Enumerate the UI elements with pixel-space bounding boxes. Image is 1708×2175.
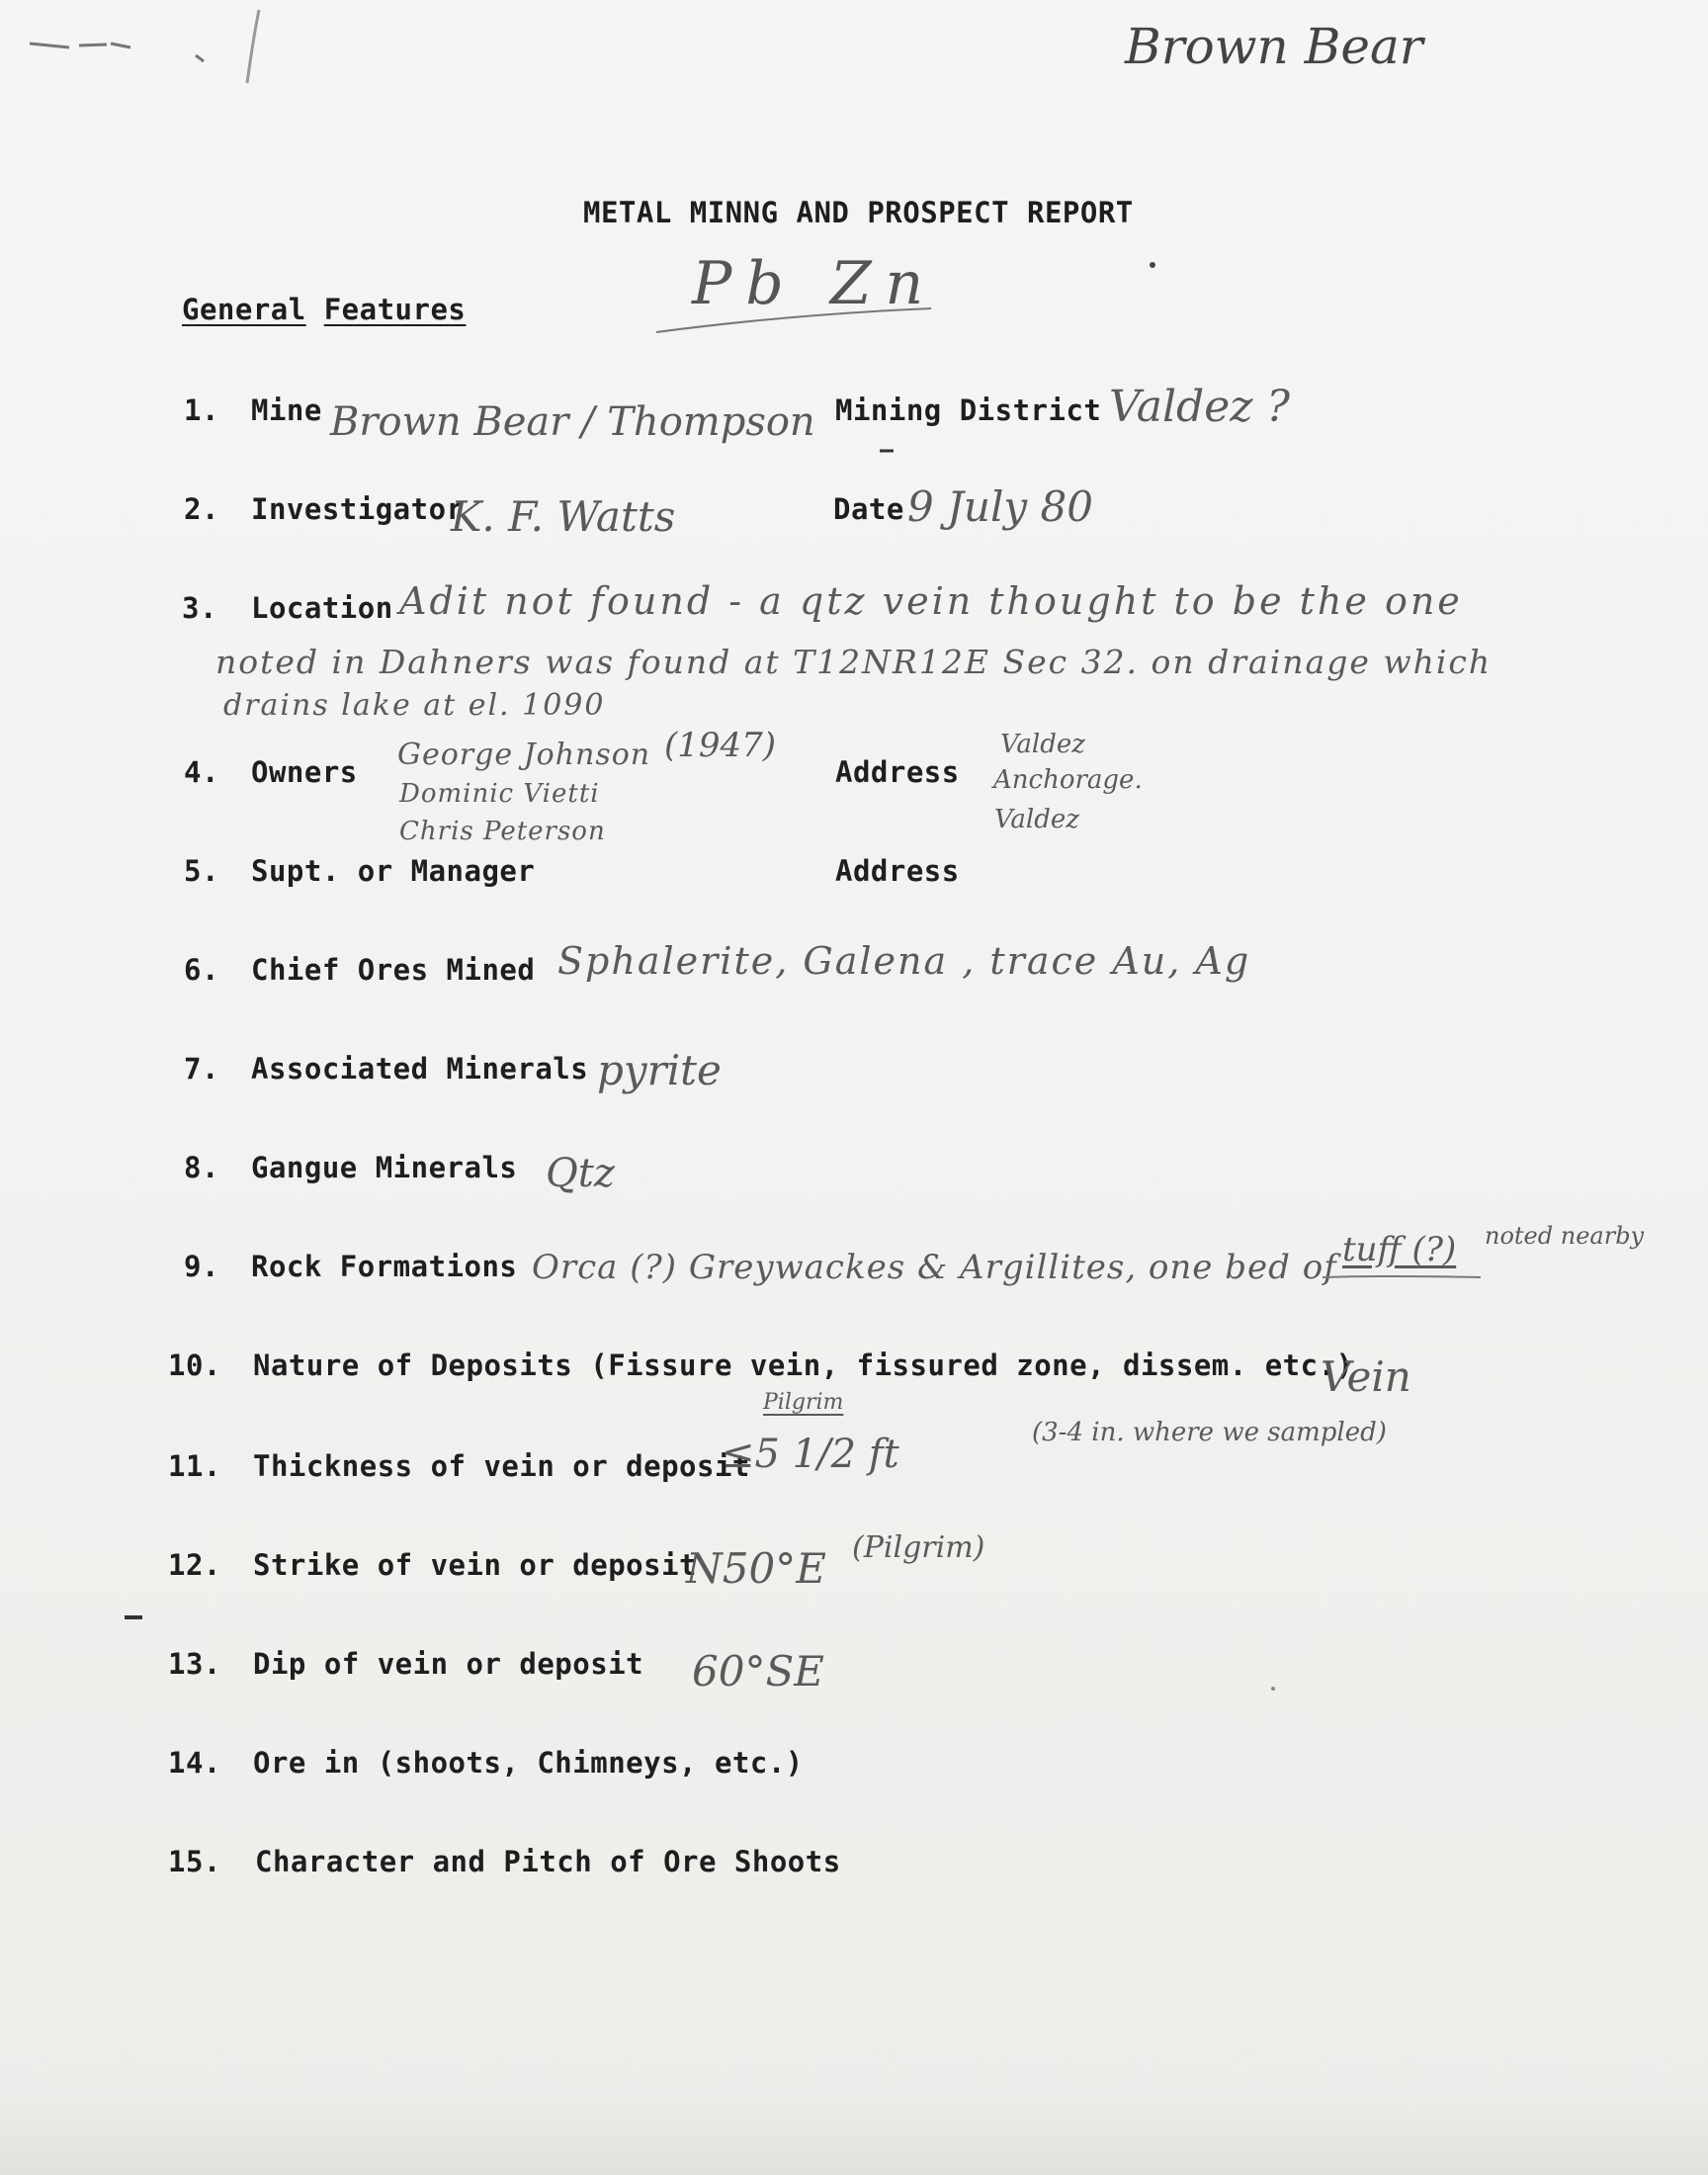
item-12-value: N50°E bbox=[686, 1544, 826, 1593]
item-2-value2: 9 July 80 bbox=[907, 482, 1093, 531]
item-8-label: Gangue Minerals bbox=[251, 1151, 518, 1184]
report-title: METAL MINNG AND PROSPECT REPORT bbox=[583, 196, 1134, 229]
item-1-value2: Valdez ? bbox=[1109, 382, 1291, 432]
item-6-number: 6. bbox=[184, 953, 219, 987]
item-10-label: Nature of Deposits (Fissure vein, fissured zone, dissem. etc.) bbox=[253, 1348, 1354, 1382]
item-14-label: Ore in (shoots, Chimneys, etc.) bbox=[253, 1746, 804, 1780]
section-heading-general: General bbox=[182, 293, 306, 326]
item-4-label: Owners bbox=[251, 755, 358, 789]
item-4-owner-1: George Johnson bbox=[397, 738, 651, 772]
item-7-value: pyrite bbox=[597, 1046, 722, 1094]
item-4-number: 4. bbox=[184, 755, 219, 789]
item-12-number: 12. bbox=[168, 1548, 221, 1582]
item-7-number: 7. bbox=[184, 1052, 219, 1086]
item-10-value: Vein bbox=[1321, 1352, 1411, 1401]
item-2-label2: Date bbox=[833, 492, 904, 526]
item-11-value: ≤5 1/2 ft bbox=[722, 1432, 899, 1477]
item-4-year: (1947) bbox=[664, 726, 777, 765]
commodities-annotation: Pb Zn bbox=[692, 249, 938, 318]
item-12-note: (Pilgrim) bbox=[852, 1530, 985, 1565]
stray-dot-2 bbox=[1271, 1687, 1275, 1691]
top-left-tick-mark bbox=[196, 55, 204, 61]
item-13-value: 60°SE bbox=[692, 1647, 824, 1696]
item-10-number: 10. bbox=[168, 1348, 221, 1382]
page-bottom-shadow bbox=[0, 2096, 1708, 2175]
item-13-label: Dip of vein or deposit bbox=[253, 1647, 644, 1681]
item-4-owner-3: Chris Peterson bbox=[399, 817, 606, 846]
item-7-label: Associated Minerals bbox=[251, 1052, 589, 1086]
item-9-value-underlined: tuff (?) bbox=[1342, 1230, 1457, 1269]
top-annotation: Brown Bear bbox=[1125, 18, 1423, 75]
item-11-label: Thickness of vein or deposit bbox=[253, 1449, 750, 1483]
item-3-value-line-1: Adit not found - a qtz vein thought to be the one bbox=[399, 579, 1463, 623]
stray-dot bbox=[1150, 262, 1155, 268]
tuff-double-underline bbox=[1323, 1276, 1481, 1277]
item-6-label: Chief Ores Mined bbox=[251, 953, 536, 987]
item-4-address-2: Anchorage. bbox=[993, 765, 1143, 795]
item-4-label2: Address bbox=[835, 755, 960, 789]
item-11-number: 11. bbox=[168, 1449, 221, 1483]
item-4-owner-2: Dominic Vietti bbox=[399, 779, 600, 809]
item-5-number: 5. bbox=[184, 854, 219, 888]
item-4-address-3: Valdez bbox=[994, 805, 1079, 834]
item-3-label: Location bbox=[251, 591, 393, 625]
item-2-value: K. F. Watts bbox=[451, 492, 676, 541]
item-5-label: Supt. or Manager bbox=[251, 854, 536, 888]
item-3-value-line-3: drains lake at el. 1090 bbox=[223, 688, 606, 723]
item-9-value-tail: noted nearby bbox=[1485, 1222, 1645, 1250]
item-6-value: Sphalerite, Galena , trace Au, Ag bbox=[557, 939, 1251, 983]
item-1-value: Brown Bear / Thompson bbox=[330, 399, 815, 445]
item-9-label: Rock Formations bbox=[251, 1250, 518, 1283]
item-11-note: (3-4 in. where we sampled) bbox=[1032, 1418, 1387, 1447]
item-1-label: Mine bbox=[251, 393, 322, 427]
item-5-label2: Address bbox=[835, 854, 960, 888]
item-2-label: Investigator bbox=[251, 492, 465, 526]
item-3-number: 3. bbox=[182, 591, 217, 625]
item-8-number: 8. bbox=[184, 1151, 219, 1184]
left-crease-mark bbox=[247, 10, 259, 83]
commodities-underline bbox=[656, 308, 931, 332]
item-14-number: 14. bbox=[168, 1746, 221, 1780]
item-1-number: 1. bbox=[184, 393, 219, 427]
item-11-value-above: Pilgrim bbox=[763, 1390, 844, 1415]
section-heading-features: Features bbox=[323, 293, 467, 326]
item-15-number: 15. bbox=[168, 1845, 221, 1878]
item-8-value: Qtz bbox=[546, 1151, 615, 1196]
item-9-value: Orca (?) Greywackes & Argillites, one bed of bbox=[532, 1248, 1337, 1287]
item-3-value-line-2: noted in Dahners was found at T12NR12E Sec 32. on drainage which bbox=[215, 643, 1493, 681]
item-4-address-1: Valdez bbox=[1000, 730, 1085, 759]
top-left-pencil-mark bbox=[30, 44, 130, 47]
item-12-label: Strike of vein or deposit bbox=[253, 1548, 697, 1582]
item-13-number: 13. bbox=[168, 1647, 221, 1681]
item-1-label2: Mining District bbox=[835, 393, 1102, 427]
item-9-number: 9. bbox=[184, 1250, 219, 1283]
item-2-number: 2. bbox=[184, 492, 219, 526]
item-15-label: Character and Pitch of Ore Shoots bbox=[255, 1845, 841, 1878]
